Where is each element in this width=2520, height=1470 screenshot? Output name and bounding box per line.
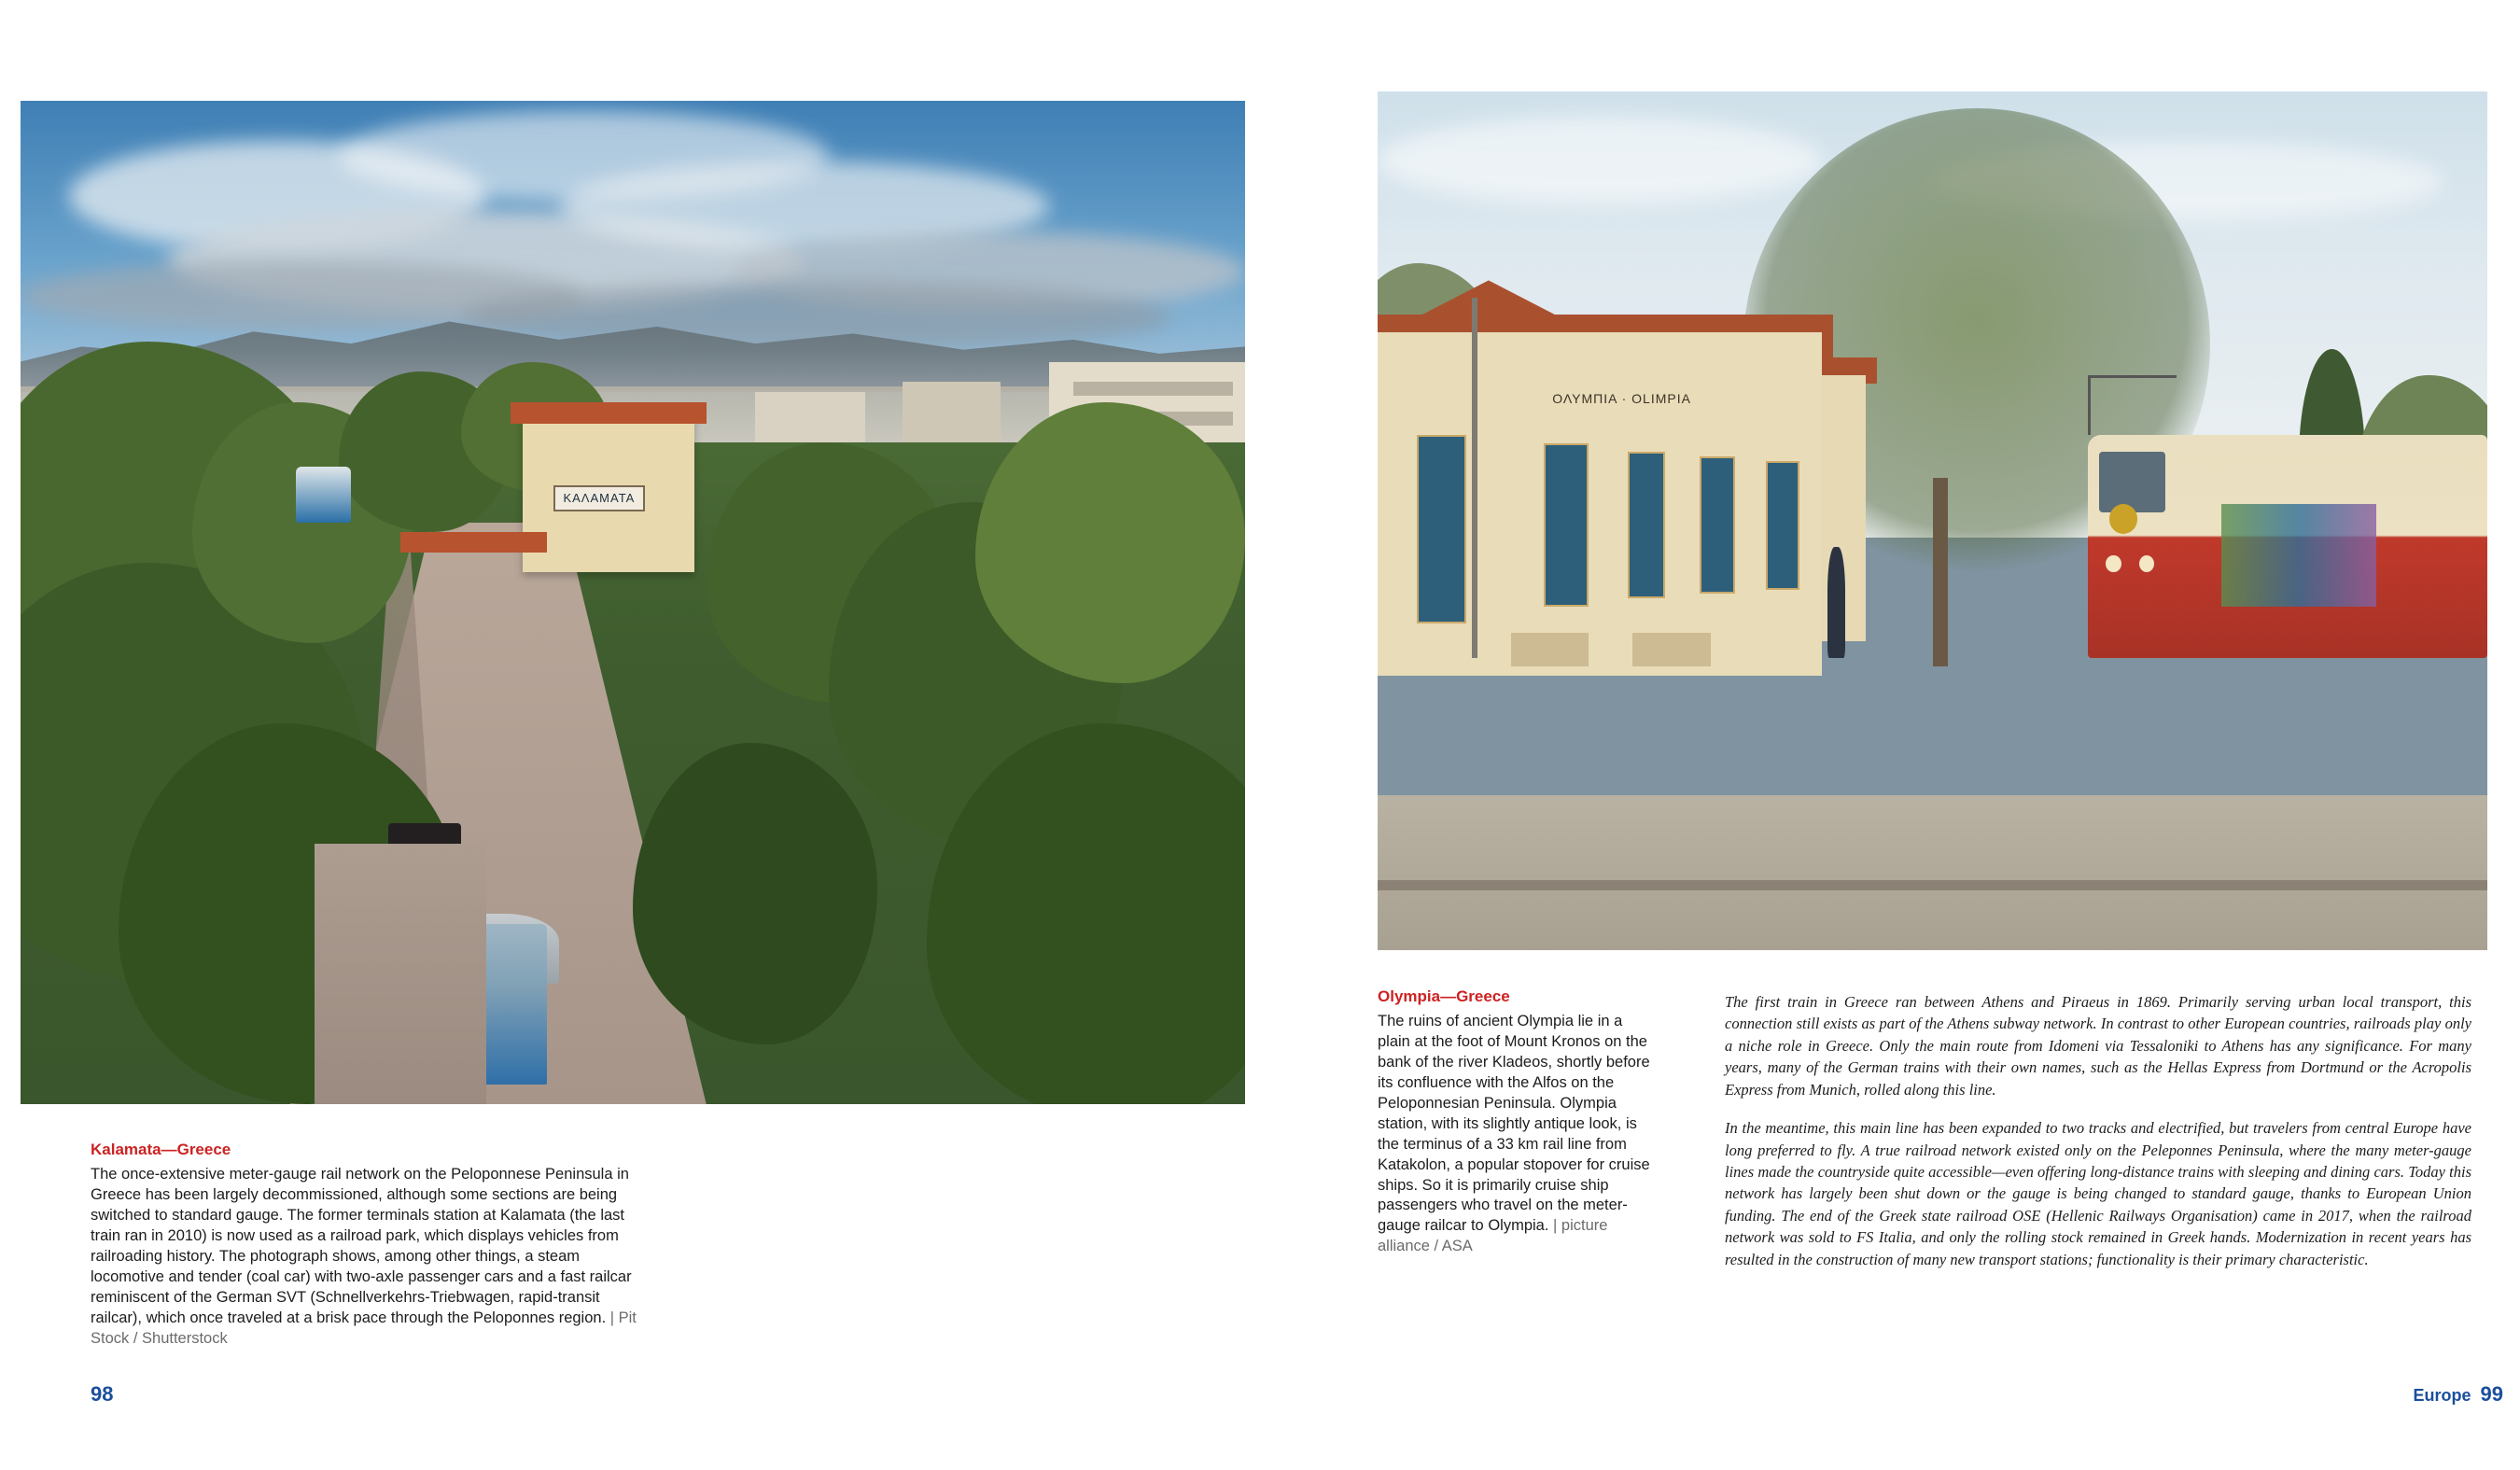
catenary-mast [1472, 298, 1477, 658]
person [1827, 547, 1845, 659]
caption-text: The ruins of ancient Olympia lie in a plain at the foot of Mount Kronos on the bank of the river Kladeos, shortly before its confluence with the Alfos on the Peloponnesian Peninsula. Olympia station, with its slightly antique look, is the terminus of a 33 km rail line from Katakolon, a popular stopover for cruise ships. So it is primarily cruise ship passengers who travel on the meter-gauge railcar to Olympia. [1378, 1013, 1650, 1235]
page-number-right: 99 [2480, 1382, 2503, 1406]
blue-railcar [296, 467, 351, 522]
right-page [1361, 0, 2520, 1470]
railcar-logo [2109, 504, 2138, 534]
railcar-graffiti [2221, 504, 2376, 607]
palm-tree [975, 402, 1245, 683]
kalamata-photo [21, 101, 1245, 1104]
caption-title: Olympia—Greece [1378, 987, 1510, 1005]
caption-text: The once-extensive meter-gauge rail network on the Peloponnese Peninsula in Greece has been largely decommissioned, although some sections are being switched to standard gauge. The former terminals station at Kalamata (the last train ran in 2010) is now used as a railroad park, which displays vehicles from railroading history. The photograph shows, among other things, a steam locomotive and tender (coal car) with two-axle passenger cars and a fast railcar reminiscent of the German SVT (Schnellverkehrs-Triebwagen, rapid-transit railcar), which once traveled at a brisk pace through the Peloponnes region. [91, 1166, 632, 1326]
page-number-left: 98 [91, 1382, 114, 1406]
bench [1511, 633, 1589, 667]
station-name-sign: ΚΑΛΑΜΑΤΑ [553, 485, 645, 511]
station-window [1544, 443, 1589, 607]
railcar-headlight [2106, 555, 2121, 572]
caption-title: Kalamata—Greece [91, 1141, 231, 1158]
caption-credit: | Pit Stock / Shutterstock [91, 1309, 637, 1347]
gravel-trackbed [1378, 795, 2487, 950]
station-window [1628, 452, 1665, 597]
kalamata-caption [91, 1141, 651, 1349]
station-name-sign: ΟΛΥΜΠΙΑ · OLIMPIA [1552, 390, 1691, 406]
platform-canopy [400, 532, 547, 553]
railcar-windshield [2099, 452, 2165, 511]
article-paragraph: The first train in Greece ran between Athens and Piraeus in 1869. Primarily serving urban local transport, this connection still exists as part of the Athens subway network. In contrast to other European countries, railroads play only a niche role in Greece. Only the main route from Idomeni via Tessaloniki to Athens has any significance. For many years, many of the German trains with their own names, such as the Hellas Express from Dortmund or the Acropolis Express from Munich, rolled along this line. [1725, 993, 2471, 1099]
olympia-photo [1378, 91, 2487, 950]
rail-track [1378, 880, 2487, 890]
caption-body [91, 1165, 651, 1349]
station-window [1766, 461, 1799, 590]
station-door [1417, 435, 1467, 623]
pantograph [2088, 375, 2177, 435]
olympia-caption [1378, 987, 1650, 1257]
station-window [1700, 456, 1735, 594]
page-footer-right [2414, 1382, 2504, 1407]
cloud [1378, 118, 1822, 203]
bench [1632, 633, 1710, 667]
tree-trunk [1933, 478, 1949, 666]
platform-paving [315, 844, 486, 1105]
tree [633, 743, 877, 1044]
article-body [1725, 991, 2471, 1270]
town-building [1073, 382, 1233, 396]
section-label: Europe [2413, 1386, 2471, 1405]
caption-body [1378, 1012, 1650, 1257]
caption-credit: | picture alliance / ASA [1378, 1217, 1608, 1255]
article-paragraph: In the meantime, this main line has been expanded to two tracks and electrified, but travelers from central Europe have long preferred to fly. A true railroad network existed only on the Peleponnes Peninsula, where the many meter-gauge lines made the countryside quite accessible—even offering long-distance trains with sleeping and dining cars. Today this network has largely been shut down or the gauge is being changed to standard gauge, thanks to European Union funding. The end of the Greek state railroad OSE (Hellenic Railways Organisation) came in 2017, when the railroad network was sold to FS Italia, and only the rolling stock remained in Greek hands. Modernization in recent years has resulted in the construction of many new transport stations; functionality is their primary characteristic. [1725, 1119, 2471, 1268]
station-roof [511, 402, 707, 425]
